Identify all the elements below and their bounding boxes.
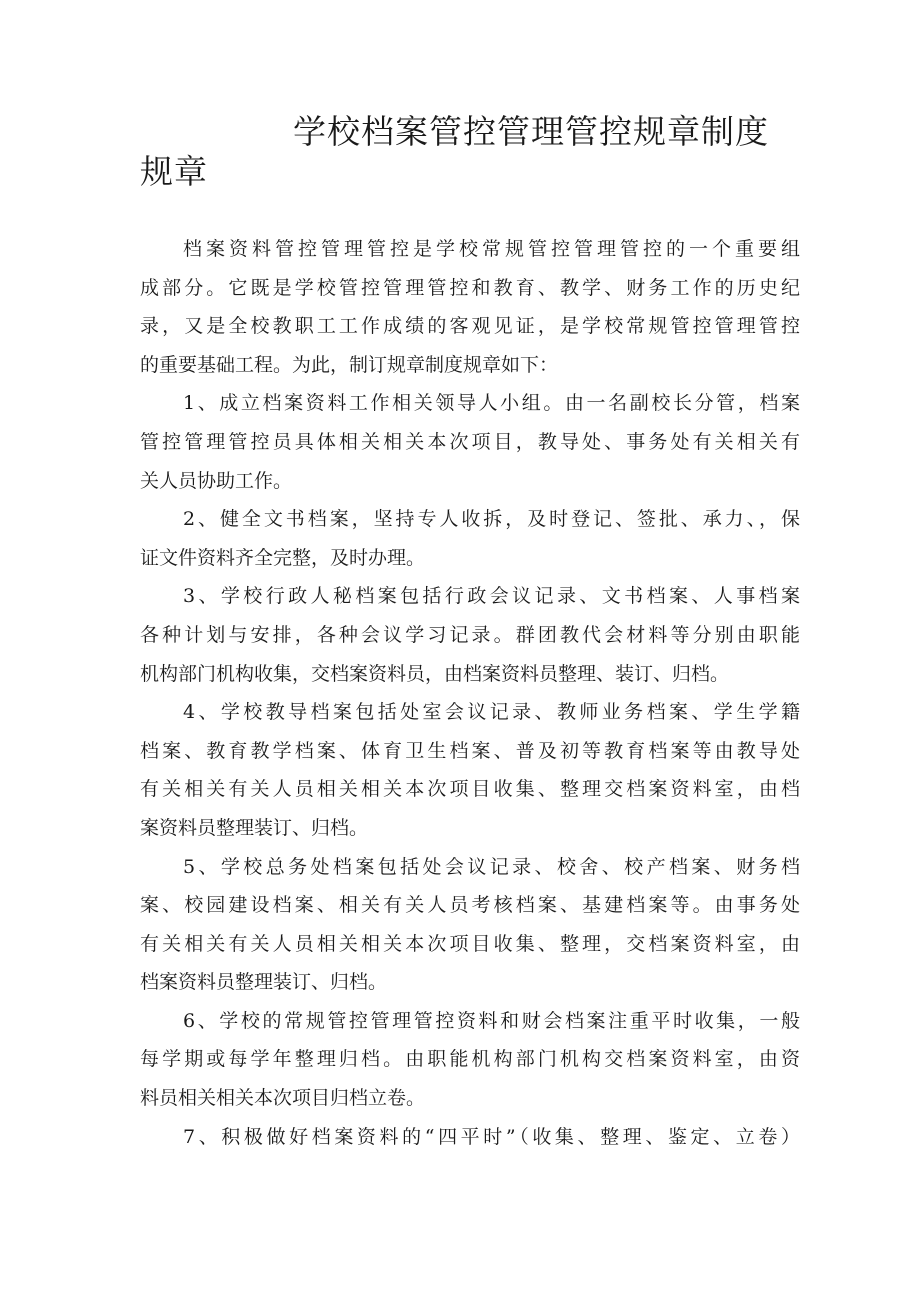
- document-title-continuation: 规章: [140, 152, 208, 191]
- paragraph-intro-line: 录，又是全校教职工工作成绩的客观见证，是学校常规管控管理管控: [140, 315, 800, 338]
- clause-1-line: 管控管理管控员具体相关相关本次项目，教导处、事务处有关相关有: [140, 430, 800, 453]
- clause-6-line: 6、学校的常规管控管理管控资料和财会档案注重平时收集，一般: [183, 1009, 800, 1032]
- clause-3-line: 机构部门机构收集，交档案资料员，由档案资料员整理、装订、归档。: [140, 662, 730, 685]
- clause-3-line: 各种计划与安排，各种会议学习记录。群团教代会材料等分别由职能: [140, 623, 800, 646]
- clause-6-line: 料员相关相关本次项目归档立卷。: [140, 1087, 426, 1110]
- clause-6-line: 每学期或每学年整理归档。由职能机构部门机构交档案资料室，由资: [140, 1048, 800, 1071]
- document-title: 学校档案管控管理管控规章制度: [293, 112, 769, 151]
- paragraph-intro-line: 的重要基础工程。为此，制订规章制度规章如下：: [140, 353, 559, 376]
- clause-5-line: 有关相关有关人员相关相关本次项目收集、整理，交档案资料室，由: [140, 932, 800, 955]
- clause-5-line: 案、校园建设档案、相关有关人员考核档案、基建档案等。由事务处: [140, 894, 800, 917]
- clause-1-line: 1、成立档案资料工作相关领导人小组。由一名副校长分管，档案: [183, 392, 800, 415]
- paragraph-intro-line: 档案资料管控管理管控是学校常规管控管理管控的一个重要组: [183, 238, 800, 260]
- clause-4-line: 有关相关有关人员相关相关本次项目收集、整理交档案资料室，由档: [140, 778, 800, 801]
- paragraph-intro-line: 成部分。它既是学校管控管理管控和教育、教学、财务工作的历史纪: [140, 276, 800, 299]
- clause-4-line: 4、学校教导档案包括处室会议记录、教师业务档案、学生学籍: [183, 701, 800, 724]
- clause-2-line: 证文件资料齐全完整，及时办理。: [140, 546, 426, 569]
- clause-7-line: 7、积极做好档案资料的“四平时”（收集、整理、鉴定、立卷）: [183, 1125, 800, 1148]
- clause-5-line: 5、学校总务处档案包括处会议记录、校舍、校产档案、财务档: [183, 855, 800, 878]
- clause-4-line: 档案、教育教学档案、体育卫生档案、普及初等教育档案等由教导处: [140, 739, 800, 762]
- clause-1-line: 关人员协助工作。: [140, 469, 293, 492]
- clause-3-line: 3、学校行政人秘档案包括行政会议记录、文书档案、人事档案: [183, 585, 800, 608]
- document-body: [140, 230, 800, 1156]
- clause-2-line: 2、健全文书档案，坚持专人收拆，及时登记、签批、承力、，保: [183, 508, 800, 531]
- clause-4-line: 案资料员整理装订、归档。: [140, 816, 369, 839]
- clause-5-line: 档案资料员整理装订、归档。: [140, 971, 388, 994]
